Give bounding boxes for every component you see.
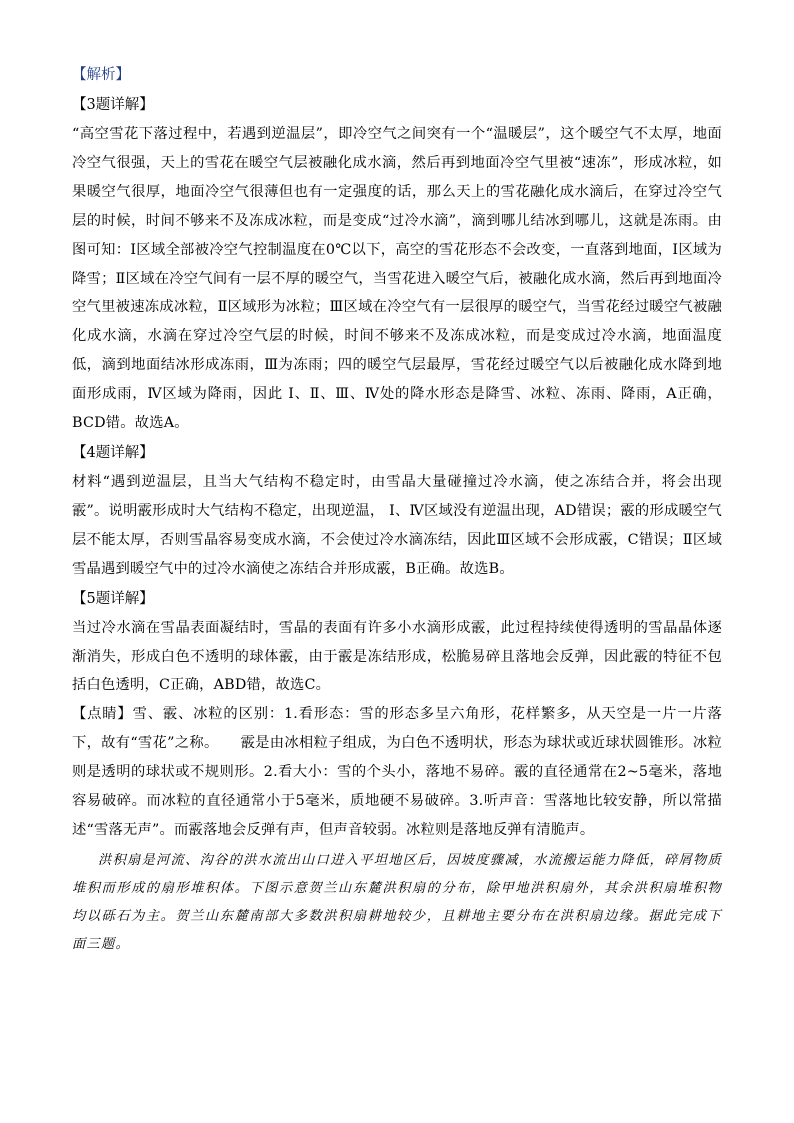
tip-label: 【点睛】 [72,706,133,723]
q5-explanation: 当过冷水滴在雪晶表面凝结时，雪晶的表面有许多小水滴形成霰，此过程持续使得透明的雪晶晶体逐渐消失，形成白色不透明的球体霰，由于霰是冻结形成，松脆易碎且落地会反弹，因此霰的特征不包括白色透明，C正确，ABD错，故选C。 [72,619,722,694]
tip-text: 雪、霰、冰粒的区别：1.看形态：雪的形态多呈六角形，花样繁多，从天空是一片一片落下，故有“雪花”之称。 霰是由冰相粒子组成，为白色不透明状，形态为球状或近球状圆锥形。冰粒则是透明的球状或不规则形。2.看大小：雪的个头小，落地不易碎。霰的直径通常在2~5毫米，落地容易破碎。而冰粒的直径通常小于5毫米，质地硬不易破碎。3.听声音：雪落地比较安静，所以常描述“雪落无声”。而霰落地会反弹有声，但声音较弱。冰粒则是落地反弹有清脆声。 [72,706,722,838]
analysis-heading: 【解析】 [72,67,130,83]
q4-explanation: 材料“遇到逆温层，且当大气结构不稳定时，由雪晶大量碰撞过冷水滴，使之冻结合并，将会出现霰”。说明霰形成时大气结构不稳定，出现逆温， Ⅰ、Ⅳ区域没有逆温出现，AD错误；霰的形成暖空气层不能太厚，否则雪晶容易变成水滴，不会使过冷水滴冻结，因此Ⅲ区域不会形成霰，C错误；Ⅱ区域雪晶遇到暖空气中的过冷水滴使之冻结合并形成霰，B正确。故选B。 [72,473,722,577]
document-page [72,60,722,972]
reading-material: 洪积扇是河流、沟谷的洪水流出山口进入平坦地区后，因坡度骤减，水流搬运能力降低，碎屑物质堆积而形成的扇形堆积体。下图示意贺兰山东麓洪积扇的分布，除甲地洪积扇外，其余洪积扇堆积物均以砾石为主。贺兰山东麓南部大多数洪积扇耕地较少，且耕地主要分布在洪积扇边缘。据此完成下面三题。 [72,852,722,952]
q4-heading: 【4题详解】 [72,444,154,461]
q3-explanation: “高空雪花下落过程中，若遇到逆温层”，即冷空气之间突有一个“温暖层”，这个暖空气不太厚，地面冷空气很强，天上的雪花在暖空气层被融化成水滴，然后再到地面冷空气里被“速冻”，形成冰粒，如果暖空气很厚，地面冷空气很薄但也有一定强度的话，那么天上的雪花融化成水滴后，在穿过冷空气层的时候，时间不够来不及冻成冰粒，而是变成“过冷水滴”，滴到哪儿结冰到哪儿，这就是冻雨。由图可知：I区域全部被冷空气控制温度在0℃以下，高空的雪花形态不会改变，一直落到地面，I区域为降雪；Ⅱ区域在冷空气间有一层不厚的暖空气，当雪花进入暖空气后，被融化成水滴，然后再到地面冷空气里被速冻成冰粒，Ⅱ区域形为冰粒；Ⅲ区域在冷空气有一层很厚的暖空气，当雪花经过暖空气被融化成水滴，水滴在穿过冷空气层的时候，时间不够来不及冻成冰粒，而是变成过冷水滴，地面温度低，滴到地面结冰形成冻雨，Ⅲ为冻雨；四的暖空气层最厚，雪花经过暖空气以后被融化成水降到地面形成雨，Ⅳ区域为降雨，因此 Ⅰ、Ⅱ、Ⅲ、Ⅳ处的降水形态是降雪、冰粒、冻雨、降雨，A正确，BCD错。故选A。 [72,126,722,432]
q5-heading: 【5题详解】 [72,590,154,607]
q3-heading: 【3题详解】 [72,97,154,113]
tip-paragraph [72,700,722,845]
